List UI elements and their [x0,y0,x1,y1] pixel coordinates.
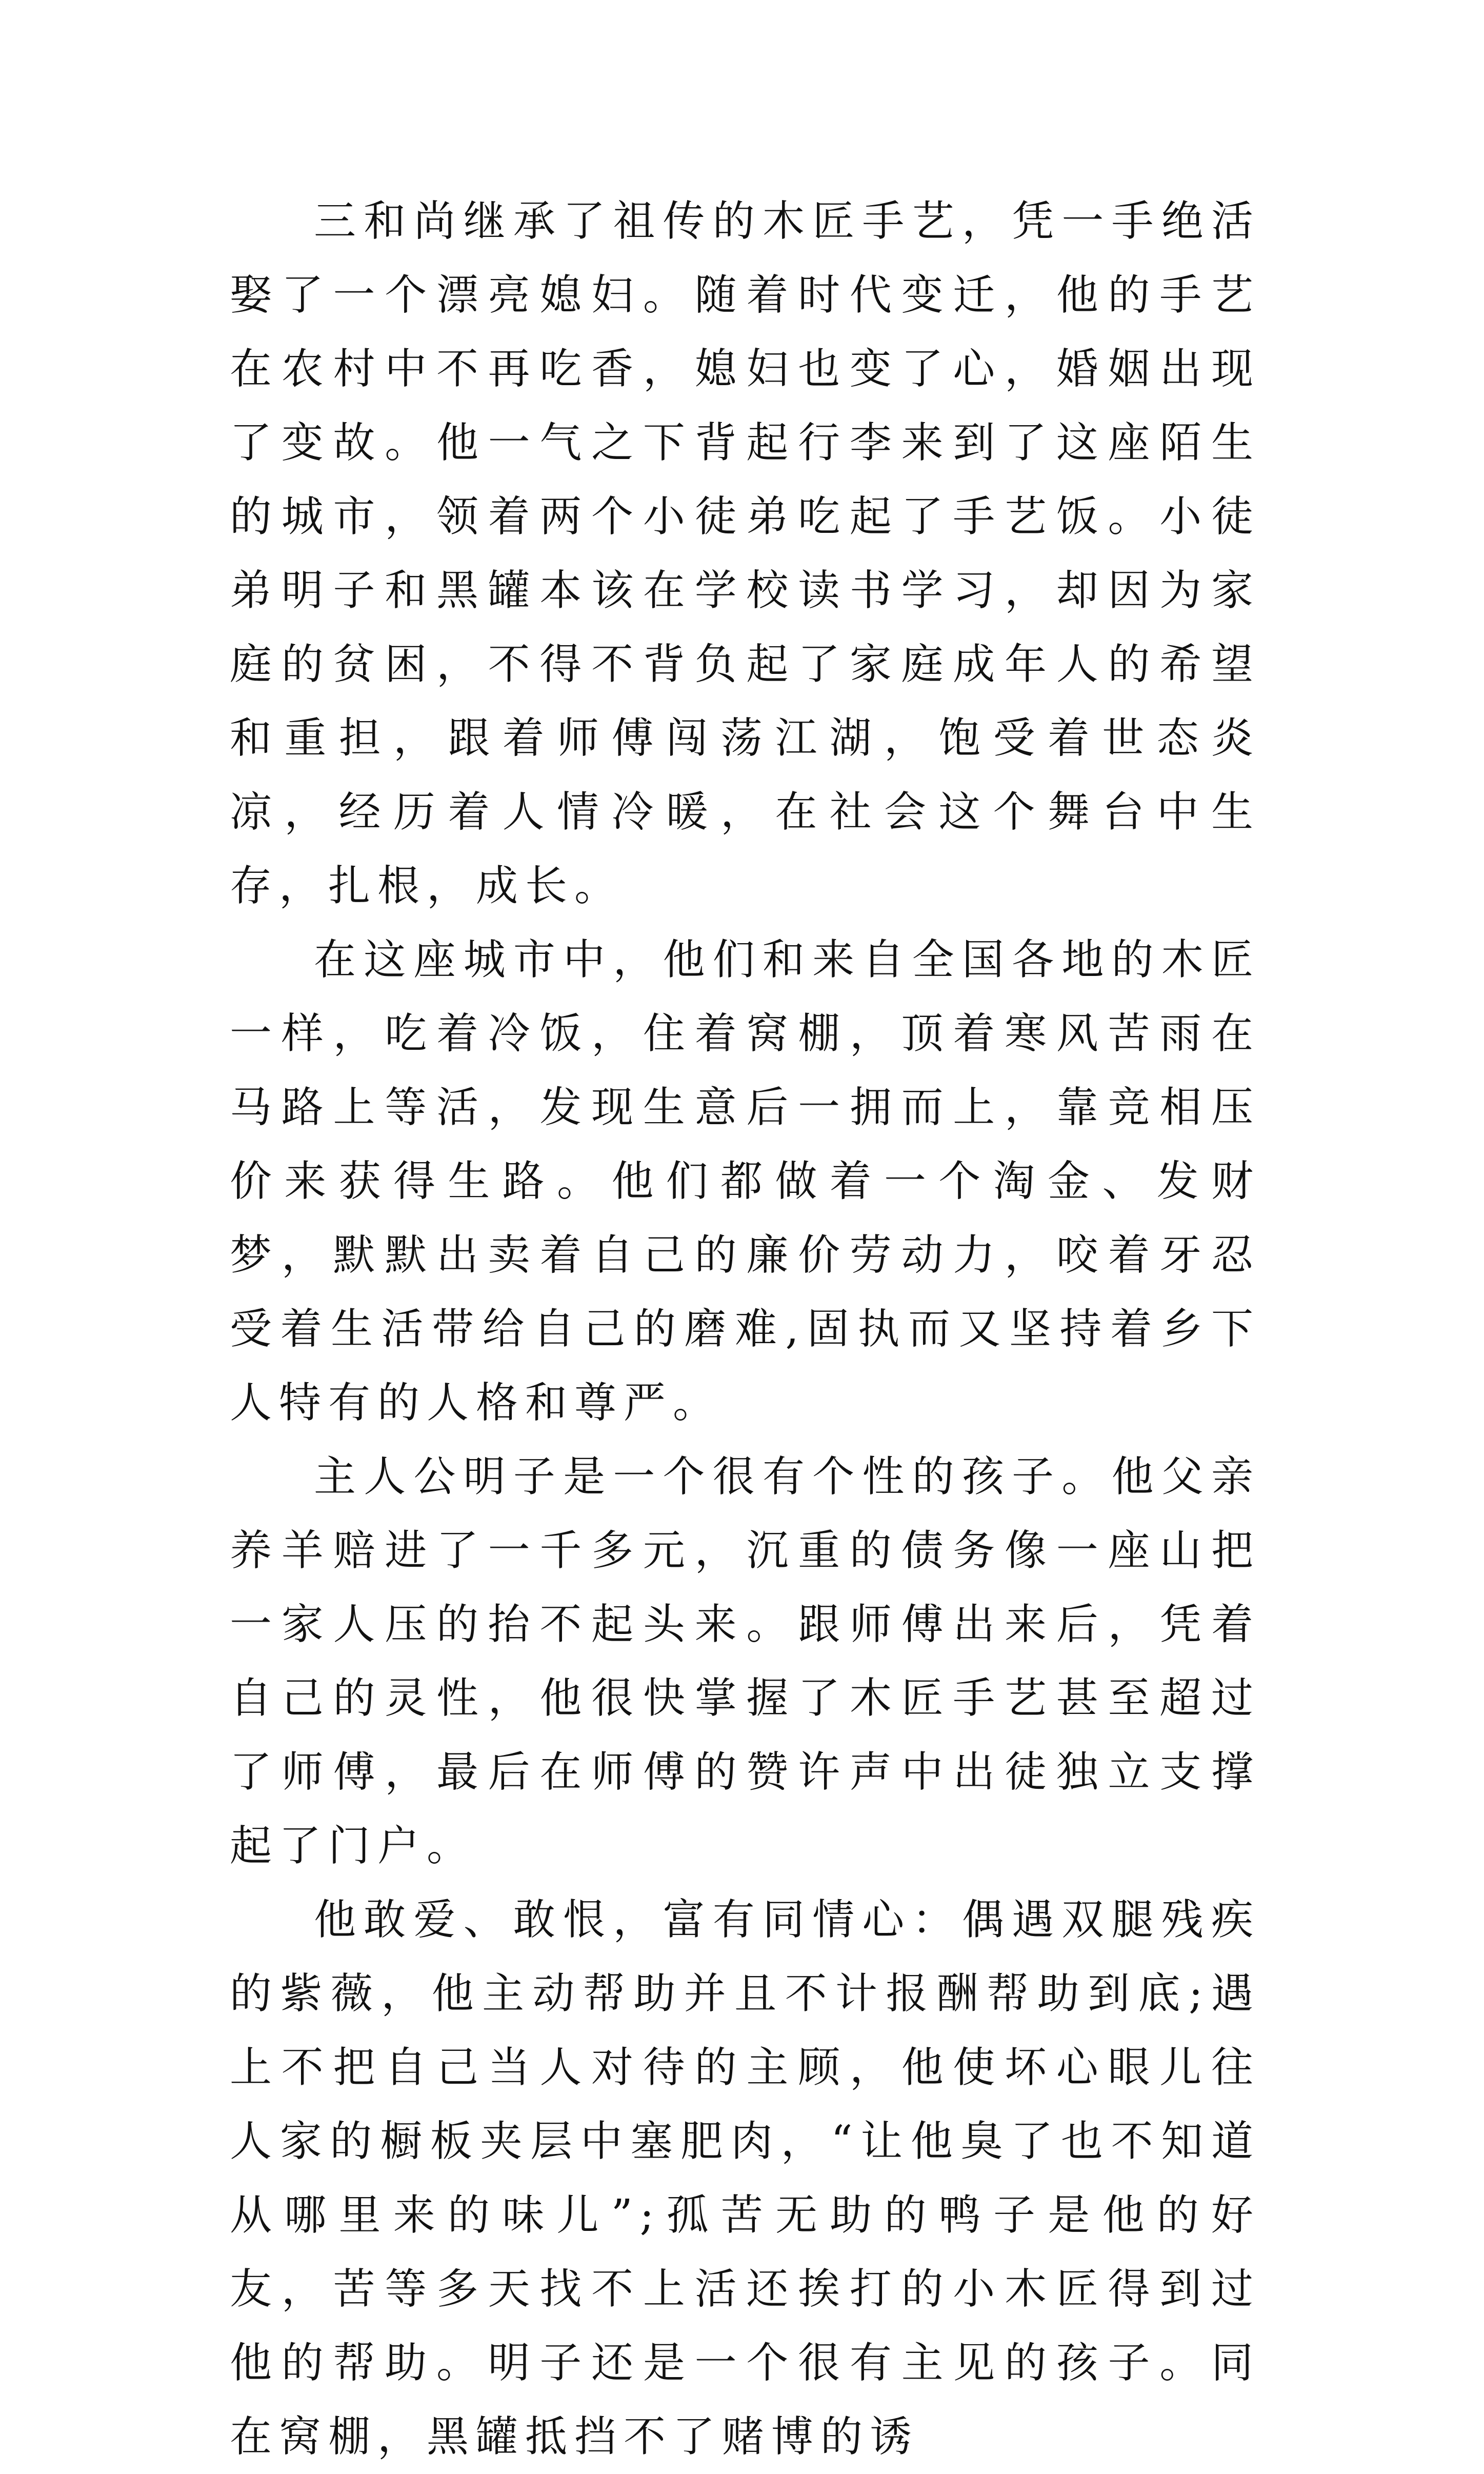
paragraph-3: 主人公明子是一个很有个性的孩子。他父亲养羊赔进了一千多元，沉重的债务像一座山把一家人压的抬不起头来。跟师傅出来后，凭着自己的灵性，他很快掌握了木匠手艺甚至超过了师傅，最后在师傅的赞许声中出徒独立支撑起了门户。 [230,1452,1260,1870]
text-body [230,185,1260,2474]
paragraph-1: 三和尚继承了祖传的木匠手艺，凭一手绝活娶了一个漂亮媳妇。随着时代变迁，他的手艺在农村中不再吃香，媳妇也变了心，婚姻出现了变故。他一气之下背起行李来到了这座陌生的城市，领着两个小徒弟吃起了手艺饭。小徒弟明子和黑罐本该在学校读书学习，却因为家庭的贫困，不得不背负起了家庭成年人的希望和重担，跟着师傅闯荡江湖，饱受着世态炎凉，经历着人情冷暖，在社会这个舞台中生存，扎根，成长。 [230,197,1260,910]
paragraph-4: 他敢爱、敢恨，富有同情心：偶遇双腿残疾的紫薇，他主动帮助并且不计报酬帮助到底;遇上不把自己当人对待的主顾，他使坏心眼儿往人家的橱板夹层中塞肥肉，“让他臭了也不知道从哪里来的味儿”;孤苦无助的鸭子是他的好友，苦等多天找不上活还挨打的小木匠得到过他的帮助。明子还是一个很有主见的孩子。同在窝棚，黑罐抵挡不了赌博的诱 [230,1896,1260,2461]
paragraph-2: 在这座城市中，他们和来自全国各地的木匠一样，吃着冷饭，住着窝棚，顶着寒风苦雨在马路上等活，发现生意后一拥而上，靠竞相压价来获得生路。他们都做着一个淘金、发财梦，默默出卖着自己的廉价劳动力，咬着牙忍受着生活带给自己的磨难,固执而又坚持着乡下人特有的人格和尊严。 [230,935,1260,1427]
